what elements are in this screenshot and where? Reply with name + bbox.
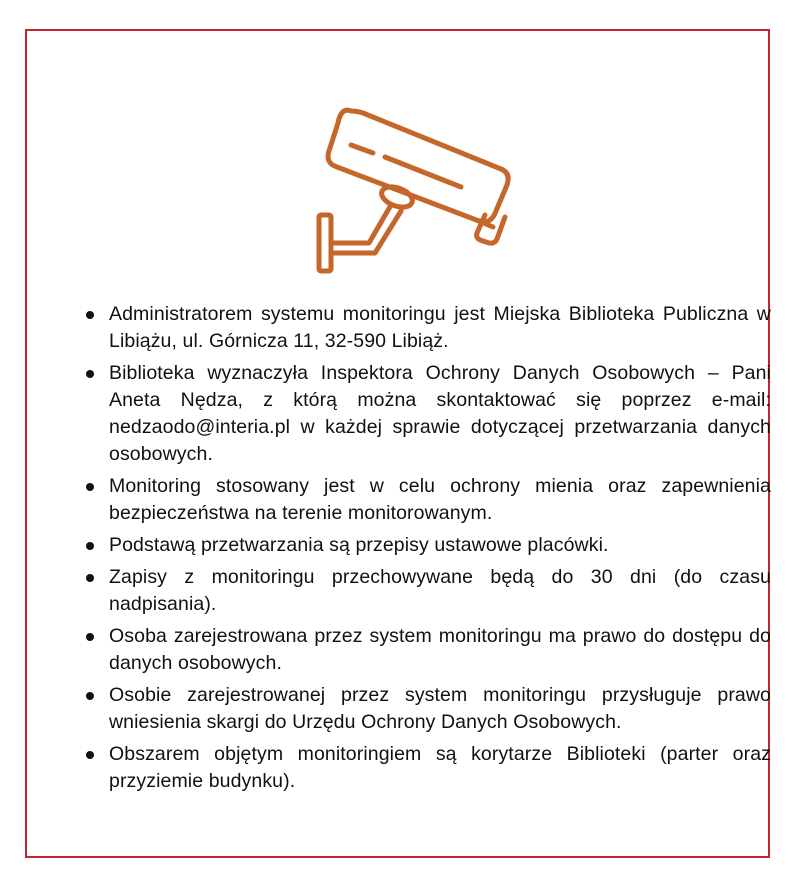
item-text: Biblioteka wyznaczyła Inspektora Ochrony Danych Osobowych – Pani Aneta Nędza, z którą można skontaktować się poprzez e-mail: nedzaodo@interia.pl w każdej sprawie dotyczącej przetwarzania danych osobowych.	[109, 362, 771, 465]
notice-list	[53, 301, 771, 800]
item-text: Zapisy z monitoringu przechowywane będą do 30 dni (do czasu nadpisania).	[109, 566, 771, 615]
list-item	[53, 360, 771, 468]
bullet-icon	[86, 692, 94, 700]
list-item	[53, 564, 771, 618]
item-text: Osobie zarejestrowanej przez system monitoringu przysługuje prawo wniesienia skargi do Urzędu Ochrony Danych Osobowych.	[109, 684, 771, 733]
item-text: Obszarem objętym monitoringiem są korytarze Biblioteki (parter oraz przyziemie budynku).	[109, 743, 771, 792]
item-text: Podstawą przetwarzania są przepisy ustawowe placówki.	[109, 534, 609, 556]
list-item	[53, 301, 771, 355]
bullet-icon	[86, 483, 94, 491]
notice-frame	[25, 29, 770, 858]
item-text: Osoba zarejestrowana przez system monitoringu ma prawo do dostępu do danych osobowych.	[109, 625, 771, 674]
item-text: Administratorem systemu monitoringu jest Miejska Biblioteka Publiczna w Libiążu, ul. Górnicza 11, 32-590 Libiąż.	[109, 303, 771, 352]
bullet-icon	[86, 633, 94, 641]
bullet-icon	[86, 370, 94, 378]
security-camera-icon	[311, 93, 537, 275]
bullet-icon	[86, 311, 94, 319]
list-item	[53, 741, 771, 795]
bullet-icon	[86, 542, 94, 550]
list-item	[53, 473, 771, 527]
list-item	[53, 682, 771, 736]
bullet-icon	[86, 751, 94, 759]
bullet-icon	[86, 574, 94, 582]
list-item	[53, 532, 771, 559]
list-item	[53, 623, 771, 677]
item-text: Monitoring stosowany jest w celu ochrony mienia oraz zapewnienia bezpieczeństwa na terenie monitorowanym.	[109, 475, 771, 524]
